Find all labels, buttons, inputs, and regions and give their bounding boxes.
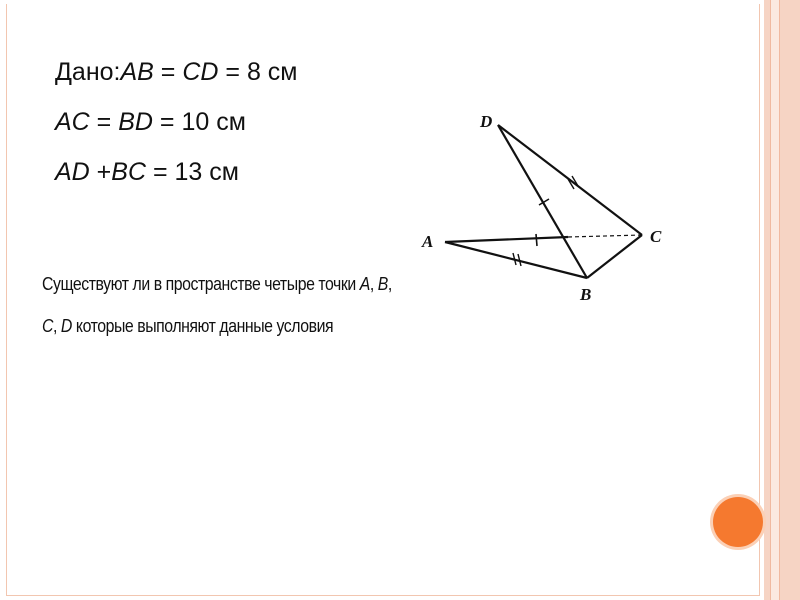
given-line-2 xyxy=(55,108,246,137)
point-d-ref: D xyxy=(60,316,72,336)
segment-bd: BD xyxy=(118,108,153,136)
segment-ac-visible xyxy=(445,237,568,242)
segment-bc xyxy=(587,235,642,278)
question-text-end: которые выполняют данные условия xyxy=(71,316,334,336)
decorative-orange-circle xyxy=(713,497,763,547)
question-line-2 xyxy=(42,316,333,337)
tick-ac xyxy=(536,234,537,246)
label-b: B xyxy=(580,285,592,304)
equals-sign: = xyxy=(89,108,119,136)
segment-cd: CD xyxy=(182,58,219,86)
segment-ab: AB xyxy=(120,58,154,86)
point-b-ref: B xyxy=(377,274,388,294)
point-c-ref: C xyxy=(42,316,53,336)
given-line-1 xyxy=(55,58,298,87)
label-c: C xyxy=(650,227,662,246)
value-10cm: = 10 см xyxy=(152,108,246,136)
segment-db xyxy=(498,125,587,278)
label-d: D xyxy=(480,112,493,131)
plus-sign: + xyxy=(89,158,112,186)
comma: , xyxy=(369,274,378,294)
segment-ad: AD xyxy=(55,158,90,186)
segment-ac-hidden xyxy=(568,235,642,237)
question-line-1 xyxy=(42,274,392,295)
segment-ac: AC xyxy=(55,108,90,136)
right-decor-stripe xyxy=(770,0,780,600)
comma: , xyxy=(53,316,61,336)
segment-dc xyxy=(498,125,642,235)
equals-sign: = xyxy=(153,58,183,86)
point-a-ref: A xyxy=(359,274,370,294)
segment-ab xyxy=(445,242,587,278)
given-prefix: Дано: xyxy=(55,58,121,86)
given-line-3 xyxy=(55,158,239,187)
geometry-diagram xyxy=(410,105,670,305)
label-a: A xyxy=(422,232,434,251)
segment-bc: BC xyxy=(111,158,147,186)
question-text: Существуют ли в пространстве четыре точки xyxy=(42,274,360,294)
value-13cm: = 13 см xyxy=(146,158,239,186)
comma: , xyxy=(387,274,392,294)
value-8cm: = 8 см xyxy=(218,58,298,86)
